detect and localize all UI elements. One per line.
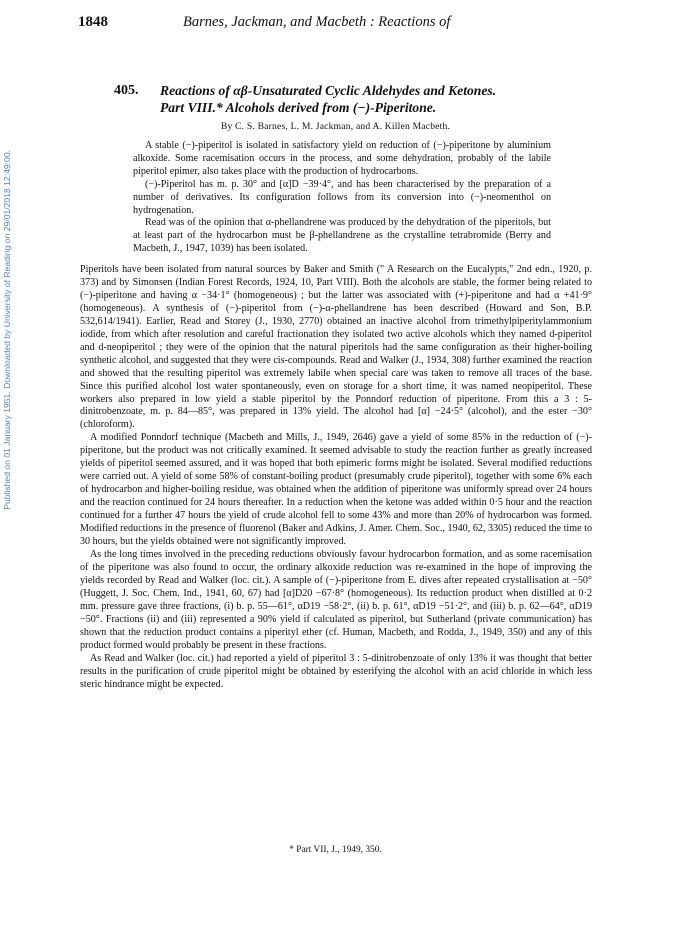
- body-paragraph: As Read and Walker (loc. cit.) had reported a yield of piperitol 3 : 5-dinitrobenzoate of only 13% it was thought that better results in the purification of crude piperitol might be obtained by esterifying the alcohol with an acid chloride in which less steric hindrance might be expected.: [80, 652, 592, 690]
- title-line-2: Part VIII.* Alcohols derived from (−)-Piperitone.: [160, 100, 437, 115]
- body-paragraph: As the long times involved in the preceding reductions obviously favour hydrocarbon formation, and as some racemisation of the piperitone was also found to occur, the ordinary alkoxide reduction was re-examined in the hope of improving the yields recorded by Read and Walker (loc. cit.). A sample of (−)-piperitone from E. dives after repeated crystallisation at −50° (Huggett, J. Soc. Chem. Ind., 1941, 60, 67) had [α]D20 −67·8° (homogeneous). Its reduction product when distilled at 0·2 mm. pressure gave three fractions, (i) b. p. 55—61°, αD19 −58·2°, (ii) b. p. 61°, αD19 −51·2°, and (iii) b. p. 62—64°, αD19 −50°. Fractions (ii) and (iii) represented a 90% yield if calculated as piperitol, but Sutherland (private communication) has shown that the reduction product contains a piperityl ether (cf. Human, Macbeth, and Rodda, J., 1949, 350) and any of this product formed would probably be present in these fractions.: [80, 548, 592, 651]
- title-line-1: Reactions of αβ-Unsaturated Cyclic Aldehydes and Ketones.: [160, 83, 497, 98]
- page-number: 1848: [78, 14, 108, 30]
- abstract-paragraph: A stable (−)-piperitol is isolated in satisfactory yield on reduction of (−)-piperitone by aluminium alkoxide. Some racemisation occurs in the process, and some dehydration, probably of the labile piperitol epimer, also takes place with the production of hydrocarbons.: [133, 140, 551, 177]
- body-paragraph: A modified Ponndorf technique (Macbeth and Mills, J., 1949, 2646) gave a yield of some 85% in the reduction of (−)-piperitone, but the product was not critically examined. It seemed advisable to study the reaction further as greatly increased yields of piperitol seemed assured, and it was hoped that both epimeric forms might be isolated. Several modified reductions were carried out. A yield of some 58% of constant-boiling product (presumably crude piperitol), together with some 6% each of hydrocarbon and higher-boiling residue, was obtained when the addition of piperitone was uniformly spread over 24 hours and the reaction continued for 24 hours thereafter. In a reduction when the ketone was added within 0·5 hour and the reaction continued for a further 47 hours the yield of crude alcohol fell to some 43% and more than 20% of hydrocarbon was formed. Modified reductions in the presence of fluorenol (Baker and Adkins, J. Amer. Chem. Soc., 1940, 62, 3305) reduced the time to 30 hours, but the yields obtained were not significantly improved.: [80, 432, 592, 548]
- article-number: 405.: [114, 83, 139, 98]
- abstract-paragraph: (−)-Piperitol has m. p. 30° and [α]D −39·4°, and has been characterised by the preparation of a number of derivatives. Its configuration follows from its conversion into (−)-neomenthol on hydrogenation.: [133, 178, 551, 216]
- page-header: [78, 14, 593, 36]
- body-paragraph: Piperitols have been isolated from natural sources by Baker and Smith (" A Research on the Eucalypts," 2nd edn., 1920, p. 373) and by Simonsen (Indian Forest Records, 1924, 10, Part VIII). Both the alcohols are stable, the former being related to (−)-piperitone and having α −34·1° (homogeneous) ; but the latter was associated with (+)-piperitone and had α +41·9° (homogeneous). A synthesis of (−)-piperitol from (−)-α-phellandrene has been described (Howard and Son, B.P. 532,614/1941). Earlier, Read and Storey (J., 1930, 2770) obtained an inactive alcohol from trimethylpiperitylammonium iodide, from which after resolution and careful fractionation they isolated two active alcohols which they named d-piperitol and d-neopiperitol ; they were of the opinion that the natural piperitols had the same configuration as their higher-boiling synthetic alcohol, and suggested that they were cis-compounds. Read and Walker (J., 1934, 308) further examined the reaction and showed that the resulting piperitol was extremely labile when special care was taken to remove all traces of the base. Since this purified alcohol lost water spontaneously, even on storage for a short time, it was named neopiperitol. These workers also prepared in low yield a stable piperitol by the Ponndorf reduction of piperitone. From this a 3 : 5-dinitrobenzoate, m. p. 84—85°, was prepared in 13% yield. The alcohol had [α] −24·5° (alcohol), and the ester −30° (chloroform).: [80, 264, 592, 431]
- download-notice: [2, 150, 16, 670]
- footnote: * Part VII, J., 1949, 350.: [289, 845, 382, 855]
- download-notice-text: Published on 01 January 1951. Downloaded by University of Reading on 29/01/2018 12:49:00.: [2, 150, 12, 510]
- author-line: By C. S. Barnes, L. M. Jackman, and A. Killen Macbeth.: [220, 121, 451, 132]
- body-text: [80, 264, 592, 691]
- abstract-paragraph: Read was of the opinion that α-phellandrene was produced by the dehydration of the piperitols, but at least part of the hydrocarbon must be β-phellandrene as the crystalline tetrabromide (Berry and Macbeth, J., 1947, 1039) has been isolated.: [133, 217, 551, 255]
- running-head: Barnes, Jackman, and Macbeth : Reactions of: [183, 14, 451, 30]
- abstract: [133, 140, 551, 256]
